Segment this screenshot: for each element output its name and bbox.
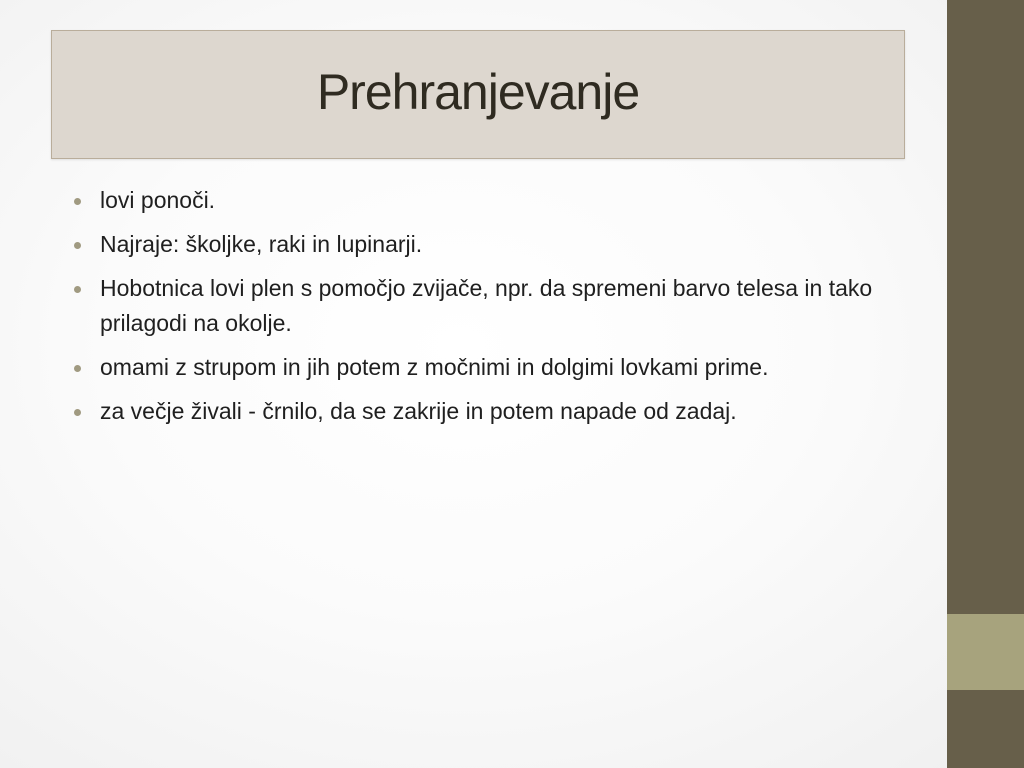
bullet-list xyxy=(70,183,905,438)
right-sidebar-accent-decoration xyxy=(947,614,1024,690)
bullet-item-3 xyxy=(70,271,905,341)
bullet-item-2 xyxy=(70,227,905,262)
bullet-text-5: za večje živali - črnilo, da se zakrije in potem napade od zadaj. xyxy=(100,398,737,424)
bullet-dot-icon xyxy=(74,242,81,249)
bullet-item-1 xyxy=(70,183,905,218)
bullet-text-1: lovi ponoči. xyxy=(100,187,216,213)
bullet-text-3: Hobotnica lovi plen s pomočjo zvijače, npr. da spremeni barvo telesa in tako prilagodi na okolje. xyxy=(100,275,873,336)
bullet-dot-icon xyxy=(74,409,81,416)
bullet-dot-icon xyxy=(74,286,81,293)
slide-title: Prehranjevanje xyxy=(316,63,640,120)
title-box xyxy=(51,30,905,159)
bullet-dot-icon xyxy=(74,198,81,205)
bullet-dot-icon xyxy=(74,365,81,372)
bullet-item-4 xyxy=(70,350,905,385)
bullet-text-4: omami z strupom in jih potem z močnimi in dolgimi lovkami prime. xyxy=(100,354,769,380)
bullet-text-2: Najraje: školjke, raki in lupinarji. xyxy=(100,231,423,257)
bullet-item-5 xyxy=(70,394,905,429)
